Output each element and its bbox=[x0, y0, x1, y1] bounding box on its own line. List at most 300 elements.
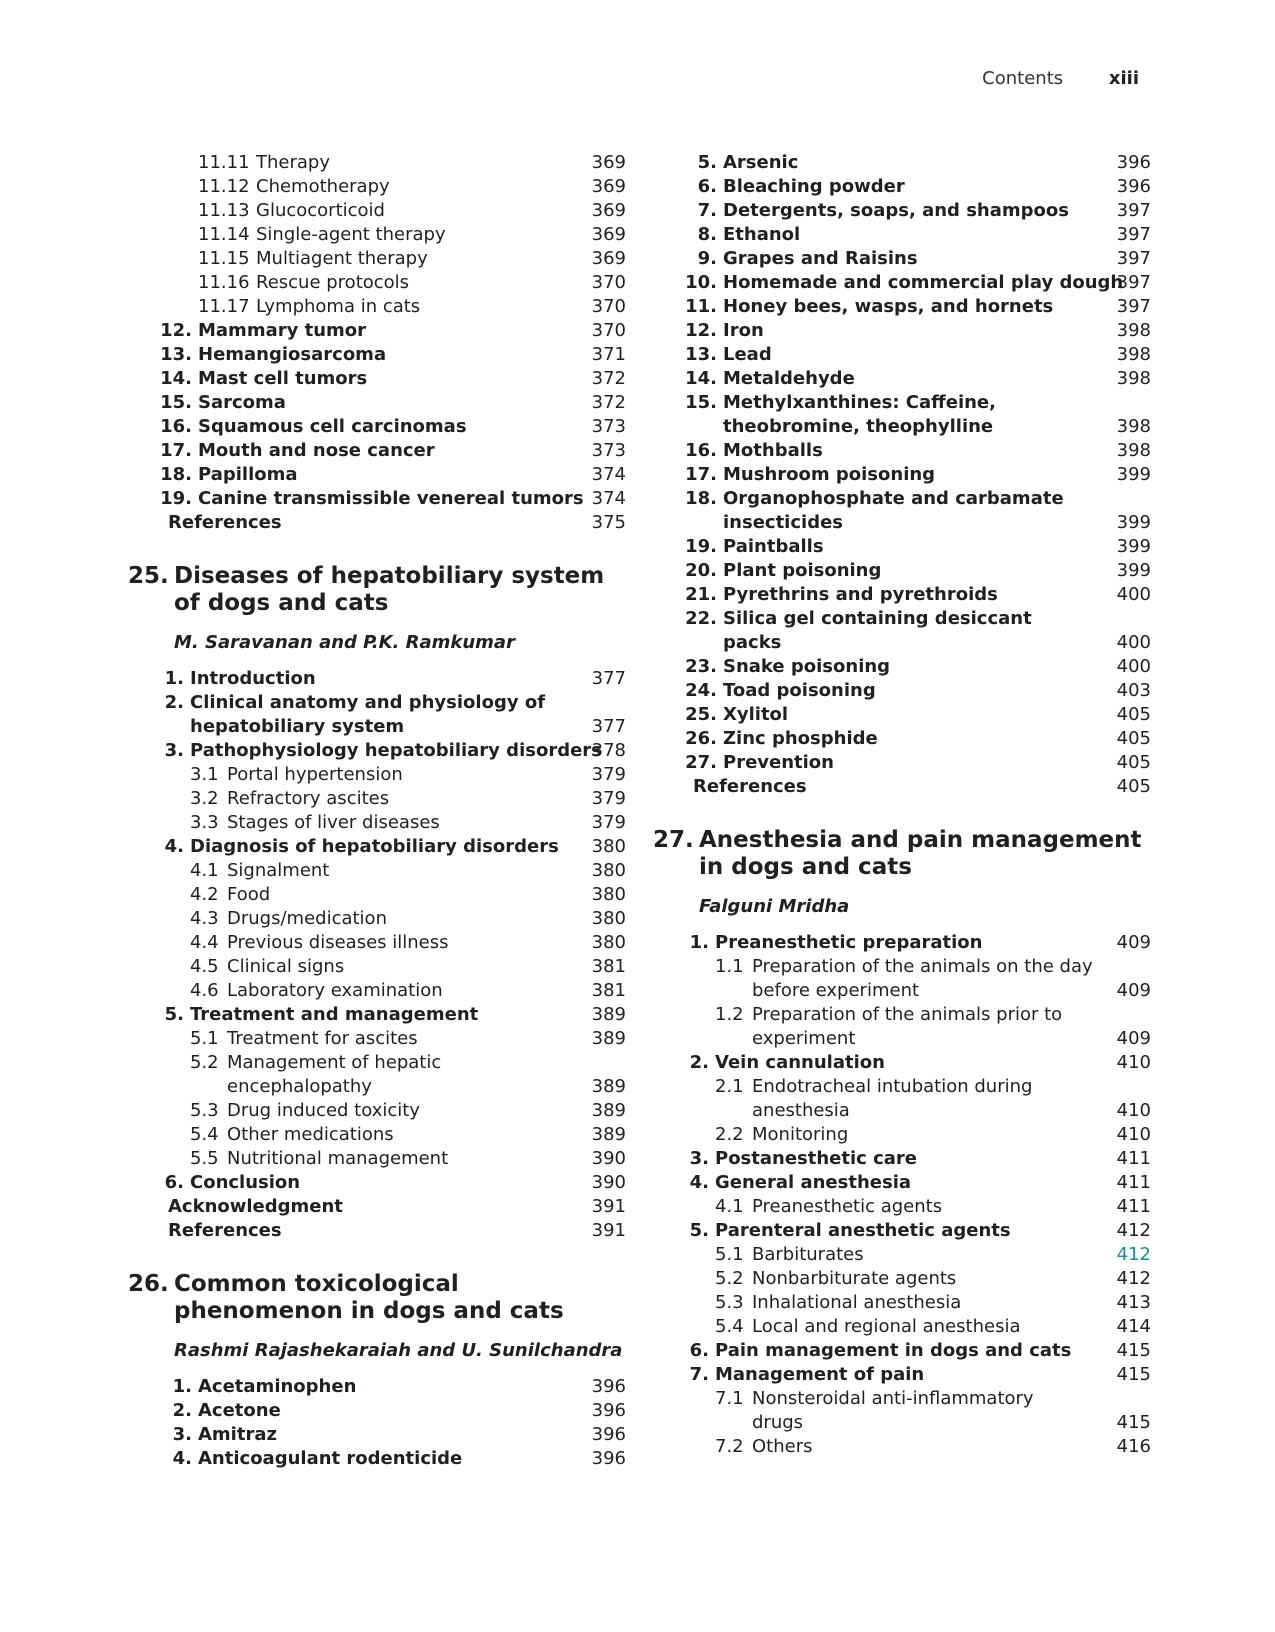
toc-entry-title: Treatment and management bbox=[190, 1004, 479, 1025]
toc-entry[interactable] bbox=[653, 1003, 1151, 1051]
toc-entry[interactable] bbox=[653, 1123, 1151, 1147]
toc-entry[interactable] bbox=[128, 343, 626, 367]
toc-entry[interactable] bbox=[128, 1147, 626, 1171]
toc-entry[interactable] bbox=[653, 319, 1151, 343]
toc-entry[interactable] bbox=[653, 1171, 1151, 1195]
toc-entry[interactable] bbox=[653, 1339, 1151, 1363]
toc-entry[interactable] bbox=[128, 691, 626, 739]
toc-entry-number: 26. bbox=[685, 728, 717, 749]
toc-page-number: 377 bbox=[591, 716, 626, 737]
toc-page-number: 399 bbox=[1116, 560, 1151, 581]
chapter-title-line: phenomenon in dogs and cats bbox=[174, 1298, 564, 1324]
toc-page-number: 410 bbox=[1116, 1124, 1151, 1145]
toc-entry[interactable] bbox=[128, 463, 626, 487]
toc-page-number: 380 bbox=[591, 884, 626, 905]
toc-entry[interactable] bbox=[653, 727, 1151, 751]
toc-entry[interactable] bbox=[653, 1387, 1151, 1435]
toc-entry-title: Prevention bbox=[723, 752, 834, 773]
toc-entry[interactable] bbox=[653, 1315, 1151, 1339]
toc-page-number: 369 bbox=[591, 224, 626, 245]
toc-entry-title: Mast cell tumors bbox=[198, 368, 368, 389]
toc-entry-title: Acknowledgment bbox=[168, 1196, 343, 1217]
toc-entry-number: 11.17 bbox=[198, 296, 250, 317]
toc-entry-title-continued: drugs bbox=[752, 1412, 804, 1433]
toc-entry[interactable] bbox=[653, 223, 1151, 247]
toc-entry[interactable] bbox=[653, 1075, 1151, 1123]
toc-page-number: 399 bbox=[1116, 512, 1151, 533]
toc-entry-number: 6. bbox=[689, 1340, 709, 1361]
toc-page-number: 374 bbox=[591, 488, 626, 509]
toc-page-number: 370 bbox=[591, 320, 626, 341]
toc-entry-title: References bbox=[168, 512, 282, 533]
toc-entry[interactable] bbox=[128, 787, 626, 811]
chapter-number: 26. bbox=[128, 1271, 169, 1297]
toc-entry-number: 5.3 bbox=[190, 1100, 219, 1121]
toc-entry-number: 17. bbox=[685, 464, 717, 485]
toc-page-number: 378 bbox=[591, 740, 626, 761]
toc-entry-title: Homemade and commercial play dough bbox=[723, 272, 1124, 293]
toc-page-number: 396 bbox=[1116, 152, 1151, 173]
toc-entry[interactable] bbox=[128, 1447, 626, 1471]
toc-page-number: 400 bbox=[1116, 584, 1151, 605]
toc-page-number: 397 bbox=[1116, 200, 1151, 221]
toc-entry[interactable] bbox=[653, 583, 1151, 607]
toc-entry[interactable] bbox=[653, 1147, 1151, 1171]
toc-entry-number: 1.2 bbox=[715, 1004, 744, 1025]
toc-page-number: 389 bbox=[591, 1004, 626, 1025]
toc-entry-title: Mushroom poisoning bbox=[723, 464, 936, 485]
toc-entry-title: Mouth and nose cancer bbox=[198, 440, 435, 461]
toc-entry[interactable] bbox=[128, 199, 626, 223]
toc-entry-title: Barbiturates bbox=[752, 1244, 864, 1265]
toc-entry-number: 2.1 bbox=[715, 1076, 744, 1097]
toc-entry[interactable] bbox=[128, 1003, 626, 1027]
toc-entry-title-continued: hepatobiliary system bbox=[190, 716, 405, 737]
toc-entry-number: 1. bbox=[689, 932, 709, 953]
toc-entry-title: Acetaminophen bbox=[198, 1376, 357, 1397]
toc-entry-title: Preanesthetic preparation bbox=[715, 932, 983, 953]
toc-entry-title: Nonsteroidal anti-inflammatory bbox=[752, 1388, 1034, 1409]
chapter-title-line: in dogs and cats bbox=[699, 854, 912, 880]
toc-entry-title: Sarcoma bbox=[198, 392, 286, 413]
toc-entry-title: Drugs/medication bbox=[227, 908, 387, 929]
toc-entry[interactable] bbox=[128, 811, 626, 835]
toc-entry-title: General anesthesia bbox=[715, 1172, 912, 1193]
toc-entry-title: Endotracheal intubation during bbox=[752, 1076, 1033, 1097]
toc-entry[interactable] bbox=[128, 835, 626, 859]
author-names: M. Saravanan and P.K. Ramkumar bbox=[174, 632, 515, 653]
chapter-number: 27. bbox=[653, 827, 694, 853]
toc-entry-number: 5. bbox=[164, 1004, 184, 1025]
toc-entry-number: 3.3 bbox=[190, 812, 219, 833]
toc-page-number: 371 bbox=[591, 344, 626, 365]
toc-page-number: 381 bbox=[591, 956, 626, 977]
toc-entry-number: 2. bbox=[172, 1400, 192, 1421]
toc-entry-number: 7.2 bbox=[715, 1436, 744, 1457]
toc-entry-title: Vein cannulation bbox=[715, 1052, 885, 1073]
toc-entry[interactable] bbox=[128, 511, 626, 535]
toc-entry-number: 13. bbox=[685, 344, 717, 365]
toc-page-number: 405 bbox=[1116, 752, 1151, 773]
toc-entry-title: Single-agent therapy bbox=[256, 224, 446, 245]
toc-entry-title: Pathophysiology hepatobiliary disorders bbox=[190, 740, 602, 761]
toc-entry-title: Rescue protocols bbox=[256, 272, 410, 293]
toc-page-number: 375 bbox=[591, 512, 626, 533]
toc-page-number: 390 bbox=[591, 1172, 626, 1193]
toc-entry-title: Hemangiosarcoma bbox=[198, 344, 387, 365]
toc-entry-number: 4.1 bbox=[715, 1196, 744, 1217]
toc-entry-number: 3.1 bbox=[190, 764, 219, 785]
toc-entry-title: Introduction bbox=[190, 668, 316, 689]
page-number: xiii bbox=[1108, 68, 1139, 89]
toc-entry-number: 1. bbox=[164, 668, 184, 689]
toc-entry-number: 3. bbox=[172, 1424, 192, 1445]
toc-entry-title: Monitoring bbox=[752, 1124, 849, 1145]
toc-page-number: 400 bbox=[1116, 632, 1151, 653]
toc-entry[interactable] bbox=[653, 535, 1151, 559]
toc-entry-title: Acetone bbox=[198, 1400, 281, 1421]
toc-entry-title: Methylxanthines: Caffeine, bbox=[723, 392, 996, 413]
toc-page-number: 380 bbox=[591, 908, 626, 929]
toc-entry-number: 6. bbox=[164, 1172, 184, 1193]
toc-entry[interactable] bbox=[653, 439, 1151, 463]
toc-entry-number: 19. bbox=[160, 488, 192, 509]
toc-page-number: 397 bbox=[1116, 248, 1151, 269]
chapter-title-line: Diseases of hepatobiliary system bbox=[174, 563, 605, 589]
toc-entry-number: 27. bbox=[685, 752, 717, 773]
toc-entry[interactable] bbox=[653, 1195, 1151, 1219]
toc-entry-title: Treatment for ascites bbox=[227, 1028, 418, 1049]
toc-entry-number: 17. bbox=[160, 440, 192, 461]
toc-entry[interactable] bbox=[128, 1051, 626, 1099]
toc-entry-number: 5.4 bbox=[190, 1124, 219, 1145]
toc-entry-number: 1. bbox=[172, 1376, 192, 1397]
toc-entry-title: Preparation of the animals prior to bbox=[752, 1004, 1063, 1025]
toc-entry[interactable] bbox=[653, 151, 1151, 175]
toc-page-number: 412 bbox=[1116, 1268, 1151, 1289]
toc-entry-title: Plant poisoning bbox=[723, 560, 882, 581]
toc-entry-number: 4.1 bbox=[190, 860, 219, 881]
toc-entry[interactable] bbox=[653, 1051, 1151, 1075]
toc-entry-number: 4.6 bbox=[190, 980, 219, 1001]
toc-page-number: 415 bbox=[1116, 1412, 1151, 1433]
toc-page-number: 414 bbox=[1116, 1316, 1151, 1337]
toc-entry-number: 16. bbox=[685, 440, 717, 461]
toc-entry-title: Multiagent therapy bbox=[256, 248, 428, 269]
toc-entry[interactable] bbox=[128, 955, 626, 979]
toc-page-number: 381 bbox=[591, 980, 626, 1001]
toc-entry-title: Nutritional management bbox=[227, 1148, 449, 1169]
toc-entry[interactable] bbox=[653, 1291, 1151, 1315]
toc-entry[interactable] bbox=[653, 295, 1151, 319]
toc-page-number: 399 bbox=[1116, 536, 1151, 557]
toc-entry-number: 15. bbox=[160, 392, 192, 413]
toc-entry-number: 11.15 bbox=[198, 248, 250, 269]
toc-entry-title: Bleaching powder bbox=[723, 176, 905, 197]
toc-entry[interactable] bbox=[128, 1423, 626, 1447]
toc-entry-title: Diagnosis of hepatobiliary disorders bbox=[190, 836, 559, 857]
toc-entry[interactable] bbox=[653, 1363, 1151, 1387]
toc-entry[interactable] bbox=[128, 391, 626, 415]
author-names: Falguni Mridha bbox=[699, 896, 850, 917]
toc-entry-number: 2. bbox=[689, 1052, 709, 1073]
toc-entry[interactable] bbox=[653, 1219, 1151, 1243]
toc-entry[interactable] bbox=[128, 151, 626, 175]
toc-entry[interactable] bbox=[653, 931, 1151, 955]
toc-entry[interactable] bbox=[653, 271, 1151, 295]
toc-entry[interactable] bbox=[128, 1375, 626, 1399]
toc-entry[interactable] bbox=[128, 367, 626, 391]
toc-page-number: 397 bbox=[1116, 296, 1151, 317]
toc-page-number: 398 bbox=[1116, 320, 1151, 341]
toc-entry-number: 18. bbox=[160, 464, 192, 485]
toc-page-number: 412 bbox=[1116, 1244, 1151, 1265]
toc-page-number: 369 bbox=[591, 176, 626, 197]
toc-entry-title: Signalment bbox=[227, 860, 330, 881]
toc-entry-number: 14. bbox=[685, 368, 717, 389]
toc-entry[interactable] bbox=[653, 199, 1151, 223]
toc-page-number: 411 bbox=[1116, 1196, 1151, 1217]
toc-page-number: 370 bbox=[591, 272, 626, 293]
toc-page-number: 396 bbox=[591, 1448, 626, 1469]
toc-entry-title-continued: insecticides bbox=[723, 512, 843, 533]
toc-entry-number: 11. bbox=[685, 296, 717, 317]
toc-entry-title: Organophosphate and carbamate bbox=[723, 488, 1064, 509]
toc-entry[interactable] bbox=[128, 931, 626, 955]
chapter-title bbox=[174, 1271, 564, 1325]
toc-entry-number: 14. bbox=[160, 368, 192, 389]
toc-entry[interactable] bbox=[653, 559, 1151, 583]
toc-entry[interactable] bbox=[653, 487, 1151, 535]
toc-entry[interactable] bbox=[653, 703, 1151, 727]
toc-entry[interactable] bbox=[653, 1267, 1151, 1291]
toc-entry-title: Mammary tumor bbox=[198, 320, 367, 341]
toc-entry-title: References bbox=[693, 776, 807, 797]
toc-entry-title: Clinical signs bbox=[227, 956, 345, 977]
toc-entry-title: Laboratory examination bbox=[227, 980, 443, 1001]
toc-entry[interactable] bbox=[653, 775, 1151, 799]
toc-entry-number: 18. bbox=[685, 488, 717, 509]
toc-page-number: 391 bbox=[591, 1196, 626, 1217]
chapter-authors bbox=[653, 895, 1151, 919]
toc-page-number: 372 bbox=[591, 392, 626, 413]
toc-entry-title: Ethanol bbox=[723, 224, 801, 245]
toc-entry[interactable] bbox=[128, 247, 626, 271]
toc-entry-title: Refractory ascites bbox=[227, 788, 390, 809]
toc-entry-number: 4.2 bbox=[190, 884, 219, 905]
chapter-heading bbox=[128, 1271, 626, 1329]
toc-entry-title: Parenteral anesthetic agents bbox=[715, 1220, 1011, 1241]
toc-entry[interactable] bbox=[128, 1219, 626, 1243]
toc-entry[interactable] bbox=[653, 1243, 1151, 1267]
toc-entry-title: Clinical anatomy and physiology of bbox=[190, 692, 546, 713]
toc-entry-title: Lymphoma in cats bbox=[256, 296, 421, 317]
toc-entry[interactable] bbox=[653, 391, 1151, 439]
toc-entry[interactable] bbox=[653, 343, 1151, 367]
toc-entry[interactable] bbox=[128, 1123, 626, 1147]
toc-entry-number: 15. bbox=[685, 392, 717, 413]
toc-column-right bbox=[653, 151, 1151, 1459]
toc-entry-title: Papilloma bbox=[198, 464, 298, 485]
toc-page-number: 410 bbox=[1116, 1100, 1151, 1121]
toc-entry-title-continued: anesthesia bbox=[752, 1100, 850, 1121]
toc-page-number: 413 bbox=[1116, 1292, 1151, 1313]
toc-entry-title: Therapy bbox=[256, 152, 330, 173]
toc-entry-number: 3.2 bbox=[190, 788, 219, 809]
toc-entry-number: 12. bbox=[160, 320, 192, 341]
toc-entry-title: Preanesthetic agents bbox=[752, 1196, 943, 1217]
toc-page-number: 405 bbox=[1116, 776, 1151, 797]
toc-page-number: 398 bbox=[1116, 416, 1151, 437]
toc-entry-number: 2. bbox=[164, 692, 184, 713]
toc-entry-title: Food bbox=[227, 884, 271, 905]
toc-entry[interactable] bbox=[128, 907, 626, 931]
toc-entry-title: Local and regional anesthesia bbox=[752, 1316, 1021, 1337]
toc-entry-number: 7. bbox=[689, 1364, 709, 1385]
toc-page-number: 412 bbox=[1116, 1220, 1151, 1241]
toc-entry[interactable] bbox=[653, 367, 1151, 391]
toc-entry-number: 5.3 bbox=[715, 1292, 744, 1313]
toc-page-number: 410 bbox=[1116, 1052, 1151, 1073]
toc-entry-number: 22. bbox=[685, 608, 717, 629]
toc-entry-title: Conclusion bbox=[190, 1172, 301, 1193]
toc-entry-number: 3. bbox=[689, 1148, 709, 1169]
toc-entry-number: 11.11 bbox=[198, 152, 250, 173]
toc-entry-number: 4. bbox=[172, 1448, 192, 1469]
toc-entry-title: Amitraz bbox=[198, 1424, 277, 1445]
toc-entry[interactable] bbox=[653, 955, 1151, 1003]
running-header bbox=[982, 68, 1139, 89]
toc-entry[interactable] bbox=[128, 271, 626, 295]
toc-entry-title: Nonbarbiturate agents bbox=[752, 1268, 957, 1289]
toc-page-number: 409 bbox=[1116, 1028, 1151, 1049]
toc-entry-title: Postanesthetic care bbox=[715, 1148, 917, 1169]
toc-entry[interactable] bbox=[128, 763, 626, 787]
toc-entry[interactable] bbox=[653, 607, 1151, 655]
chapter-title bbox=[699, 827, 1142, 881]
toc-page-number: 411 bbox=[1116, 1172, 1151, 1193]
toc-entry[interactable] bbox=[128, 1399, 626, 1423]
toc-entry[interactable] bbox=[128, 883, 626, 907]
toc-entry-title: Toad poisoning bbox=[723, 680, 876, 701]
toc-entry-title: Management of hepatic bbox=[227, 1052, 442, 1073]
toc-entry[interactable] bbox=[128, 1171, 626, 1195]
toc-page-number: 409 bbox=[1116, 980, 1151, 1001]
toc-page-number: 396 bbox=[591, 1400, 626, 1421]
chapter-title-line: Common toxicological bbox=[174, 1271, 459, 1297]
toc-entry-title-continued: packs bbox=[723, 632, 782, 653]
toc-page-number: 398 bbox=[1116, 368, 1151, 389]
toc-entry-title: Inhalational anesthesia bbox=[752, 1292, 962, 1313]
toc-entry[interactable] bbox=[653, 751, 1151, 775]
toc-page-number: 396 bbox=[1116, 176, 1151, 197]
toc-entry[interactable] bbox=[128, 1195, 626, 1219]
toc-entry-number: 4.5 bbox=[190, 956, 219, 977]
chapter-heading bbox=[128, 563, 626, 621]
toc-entry-number: 5.2 bbox=[715, 1268, 744, 1289]
toc-entry-number: 25. bbox=[685, 704, 717, 725]
toc-entry-title: Silica gel containing desiccant bbox=[723, 608, 1032, 629]
toc-entry-number: 24. bbox=[685, 680, 717, 701]
toc-page-number: 389 bbox=[591, 1124, 626, 1145]
toc-entry-title: Xylitol bbox=[723, 704, 789, 725]
chapter-number: 25. bbox=[128, 563, 169, 589]
toc-page-number: 389 bbox=[591, 1100, 626, 1121]
toc-entry[interactable] bbox=[128, 1099, 626, 1123]
toc-entry[interactable] bbox=[128, 439, 626, 463]
toc-page-number: 380 bbox=[591, 860, 626, 881]
toc-page-number: 399 bbox=[1116, 464, 1151, 485]
toc-entry-title: Drug induced toxicity bbox=[227, 1100, 420, 1121]
toc-page-number: 377 bbox=[591, 668, 626, 689]
toc-entry[interactable] bbox=[653, 175, 1151, 199]
toc-page-number: 373 bbox=[591, 440, 626, 461]
toc-page-number: 380 bbox=[591, 932, 626, 953]
toc-entry-number: 8. bbox=[697, 224, 717, 245]
toc-page-number: 398 bbox=[1116, 440, 1151, 461]
toc-entry[interactable] bbox=[128, 487, 626, 511]
toc-page-number: 396 bbox=[591, 1376, 626, 1397]
toc-entry[interactable] bbox=[653, 247, 1151, 271]
toc-entry-title: Squamous cell carcinomas bbox=[198, 416, 467, 437]
toc-page-number: 411 bbox=[1116, 1148, 1151, 1169]
toc-entry[interactable] bbox=[653, 463, 1151, 487]
toc-page-number: 370 bbox=[591, 296, 626, 317]
toc-entry[interactable] bbox=[128, 979, 626, 1003]
toc-entry-number: 5.1 bbox=[190, 1028, 219, 1049]
toc-entry[interactable] bbox=[128, 415, 626, 439]
toc-entry-number: 5. bbox=[689, 1220, 709, 1241]
toc-entry-title: References bbox=[168, 1220, 282, 1241]
toc-entry[interactable] bbox=[128, 859, 626, 883]
toc-entry-number: 5.2 bbox=[190, 1052, 219, 1073]
chapter-title-line: of dogs and cats bbox=[174, 590, 389, 616]
toc-entry[interactable] bbox=[128, 175, 626, 199]
toc-entry[interactable] bbox=[128, 739, 626, 763]
chapter-title-line: Anesthesia and pain management bbox=[699, 827, 1142, 853]
toc-entry-title: Iron bbox=[723, 320, 764, 341]
toc-page-number: 391 bbox=[591, 1220, 626, 1241]
toc-entry-number: 21. bbox=[685, 584, 717, 605]
toc-entry[interactable] bbox=[128, 223, 626, 247]
toc-entry-title: Previous diseases illness bbox=[227, 932, 449, 953]
toc-entry[interactable] bbox=[128, 1027, 626, 1051]
toc-entry-title: Chemotherapy bbox=[256, 176, 390, 197]
toc-page-number: 369 bbox=[591, 152, 626, 173]
toc-entry-title: Detergents, soaps, and shampoos bbox=[723, 200, 1069, 221]
toc-entry-number: 19. bbox=[685, 536, 717, 557]
toc-entry-number: 5. bbox=[697, 152, 717, 173]
toc-entry[interactable] bbox=[653, 1435, 1151, 1459]
toc-entry-number: 10. bbox=[685, 272, 717, 293]
toc-entry[interactable] bbox=[653, 655, 1151, 679]
toc-page-number: 409 bbox=[1116, 932, 1151, 953]
toc-entry-number: 9. bbox=[697, 248, 717, 269]
toc-entry-number: 11.14 bbox=[198, 224, 250, 245]
toc-entry-number: 5.5 bbox=[190, 1148, 219, 1169]
toc-entry-number: 11.16 bbox=[198, 272, 250, 293]
toc-entry[interactable] bbox=[653, 679, 1151, 703]
toc-entry-number: 12. bbox=[685, 320, 717, 341]
toc-entry-number: 7. bbox=[697, 200, 717, 221]
toc-entry-title: Others bbox=[752, 1436, 813, 1457]
toc-entry[interactable] bbox=[128, 295, 626, 319]
toc-entry[interactable] bbox=[128, 319, 626, 343]
toc-entry-title-continued: encephalopathy bbox=[227, 1076, 372, 1097]
toc-entry[interactable] bbox=[128, 667, 626, 691]
toc-entry-title: Stages of liver diseases bbox=[227, 812, 440, 833]
toc-entry-title-continued: experiment bbox=[752, 1028, 856, 1049]
